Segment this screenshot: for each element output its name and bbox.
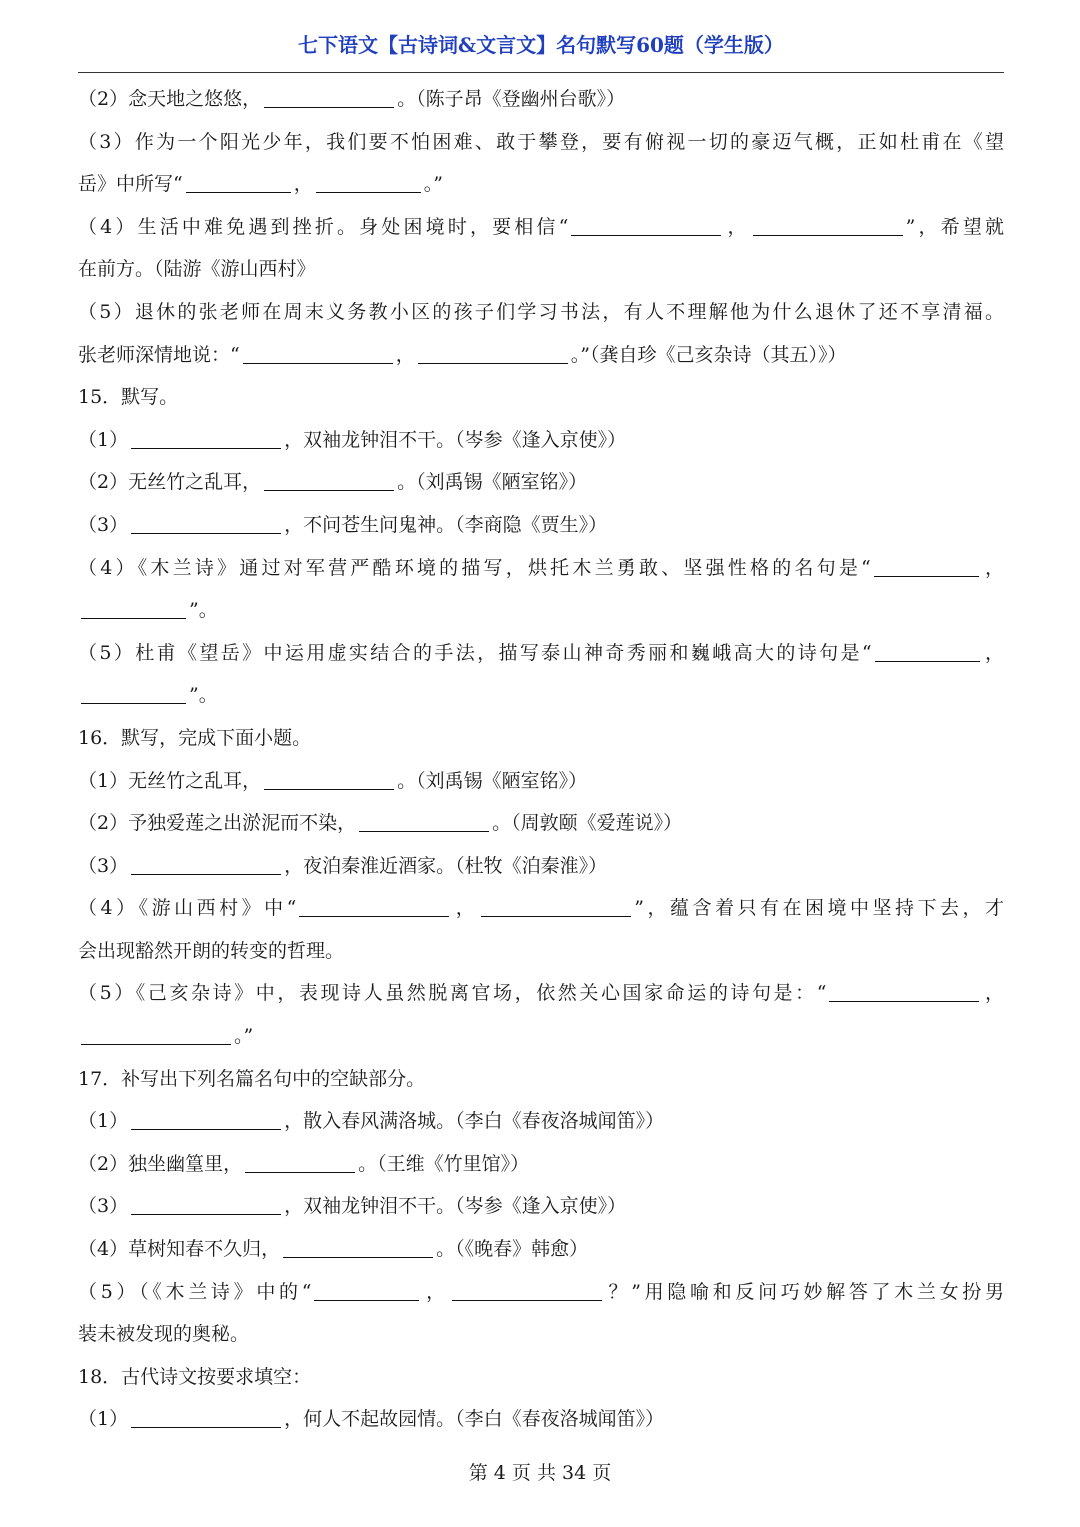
question-heading: 17．补写出下列名篇名句中的空缺部分。 <box>78 1067 426 1090</box>
text-line: ”。 <box>78 674 1004 717</box>
text-line: 装未被发现的奥秘。 <box>78 1323 250 1346</box>
answer-blank[interactable] <box>481 892 631 917</box>
answer-blank[interactable] <box>131 509 281 534</box>
text-line: （4）《游山西村》中“ ， ”，蕴含着只有在困境中坚持下去，才 <box>78 887 1004 930</box>
answer-blank[interactable] <box>874 552 979 577</box>
text-line: （2）予独爱莲之出淤泥而不染， 。（周敦颐《爱莲说》） <box>78 802 1004 845</box>
answer-blank[interactable] <box>81 679 186 704</box>
question-content <box>78 78 1004 1441</box>
text-line: （2）念天地之悠悠， 。（陈子昂《登幽州台歌》） <box>78 78 1004 121</box>
text-line: （3） ，不问苍生问鬼神。（李商隐《贾生》） <box>78 504 1004 547</box>
text-line: （3） ，夜泊秦淮近酒家。（杜牧《泊秦淮》） <box>78 845 1004 888</box>
answer-blank[interactable] <box>131 1403 281 1428</box>
text-line: 在前方。（陆游《游山西村》 <box>78 258 316 281</box>
answer-blank[interactable] <box>81 1020 231 1045</box>
answer-blank[interactable] <box>131 424 281 449</box>
text-line: （5）（《木兰诗》中的“ ， ？”用隐喻和反问巧妙解答了木兰女扮男 <box>78 1271 1004 1314</box>
answer-blank[interactable] <box>571 211 721 236</box>
text-line: ”。 <box>78 589 1004 632</box>
text-line: （5）《己亥杂诗》中，表现诗人虽然脱离官场，依然关心国家命运的诗句是：“ ， <box>78 972 1004 1015</box>
answer-blank[interactable] <box>186 168 291 193</box>
page-header-title: 七下语文【古诗词&文言文】名句默写60题（学生版） <box>298 33 784 57</box>
page-number: 第 4 页 共 34 页 <box>468 1462 612 1484</box>
question-heading: 16．默写，完成下面小题。 <box>78 726 312 749</box>
text-line: （2）无丝竹之乱耳， 。（刘禹锡《陋室铭》） <box>78 461 1004 504</box>
text-line: （5）杜甫《望岳》中运用虚实结合的手法，描写泰山神奇秀丽和巍峨高大的诗句是“ ， <box>78 632 1004 675</box>
answer-blank[interactable] <box>245 1148 355 1173</box>
text-line: （1） ，双袖龙钟泪不干。（岑参《逢入京使》） <box>78 419 1004 462</box>
text-line: 。” <box>78 1015 1004 1058</box>
answer-blank[interactable] <box>131 1190 281 1215</box>
text-line: （3）作为一个阳光少年，我们要不怕困难、敢于攀登，要有俯视一切的豪迈气概，正如杜甫在《望 <box>78 130 1004 153</box>
header-divider <box>78 72 1004 73</box>
text-line: （4）草树知春不久归， 。（《晚春》韩愈） <box>78 1228 1004 1271</box>
answer-blank[interactable] <box>81 594 186 619</box>
answer-blank[interactable] <box>452 1276 602 1301</box>
question-heading: 15．默写。 <box>78 386 179 409</box>
text-line: （2）独坐幽篁里， 。（王维《竹里馆》） <box>78 1143 1004 1186</box>
answer-blank[interactable] <box>359 807 489 832</box>
answer-blank[interactable] <box>753 211 903 236</box>
text-line: （3） ，双袖龙钟泪不干。（岑参《逢入京使》） <box>78 1185 1004 1228</box>
answer-blank[interactable] <box>283 1233 433 1258</box>
answer-blank[interactable] <box>299 892 449 917</box>
answer-blank[interactable] <box>243 339 393 364</box>
text-line: （4）生活中难免遇到挫折。身处困境时，要相信“ ， ”，希望就 <box>78 206 1004 249</box>
question-heading: 18．古代诗文按要求填空： <box>78 1365 312 1388</box>
answer-blank[interactable] <box>418 339 568 364</box>
text-line: （4）《木兰诗》通过对军营严酷环境的描写，烘托木兰勇敢、坚强性格的名句是“ ， <box>78 547 1004 590</box>
answer-blank[interactable] <box>264 83 394 108</box>
answer-blank[interactable] <box>829 977 979 1002</box>
text-line: （1） ，散入春风满洛城。（李白《春夜洛城闻笛》） <box>78 1100 1004 1143</box>
answer-blank[interactable] <box>314 1276 419 1301</box>
text-line: （1）无丝竹之乱耳， 。（刘禹锡《陋室铭》） <box>78 760 1004 803</box>
text-line: 岳》中所写“ ， 。” <box>78 163 1004 206</box>
text-line: 会出现豁然开朗的转变的哲理。 <box>78 939 345 962</box>
answer-blank[interactable] <box>264 466 394 491</box>
text-line: 张老师深情地说：“ ， 。”（龚自珍《己亥杂诗（其五）》） <box>78 334 1004 377</box>
answer-blank[interactable] <box>131 850 281 875</box>
answer-blank[interactable] <box>875 637 980 662</box>
text-line: （5）退休的张老师在周末义务教小区的孩子们学习书法，有人不理解他为什么退休了还不享清福。 <box>78 300 1004 323</box>
answer-blank[interactable] <box>264 765 394 790</box>
text-line: （1） ，何人不起故园情。（李白《春夜洛城闻笛》） <box>78 1398 1004 1441</box>
answer-blank[interactable] <box>316 168 421 193</box>
answer-blank[interactable] <box>131 1105 281 1130</box>
